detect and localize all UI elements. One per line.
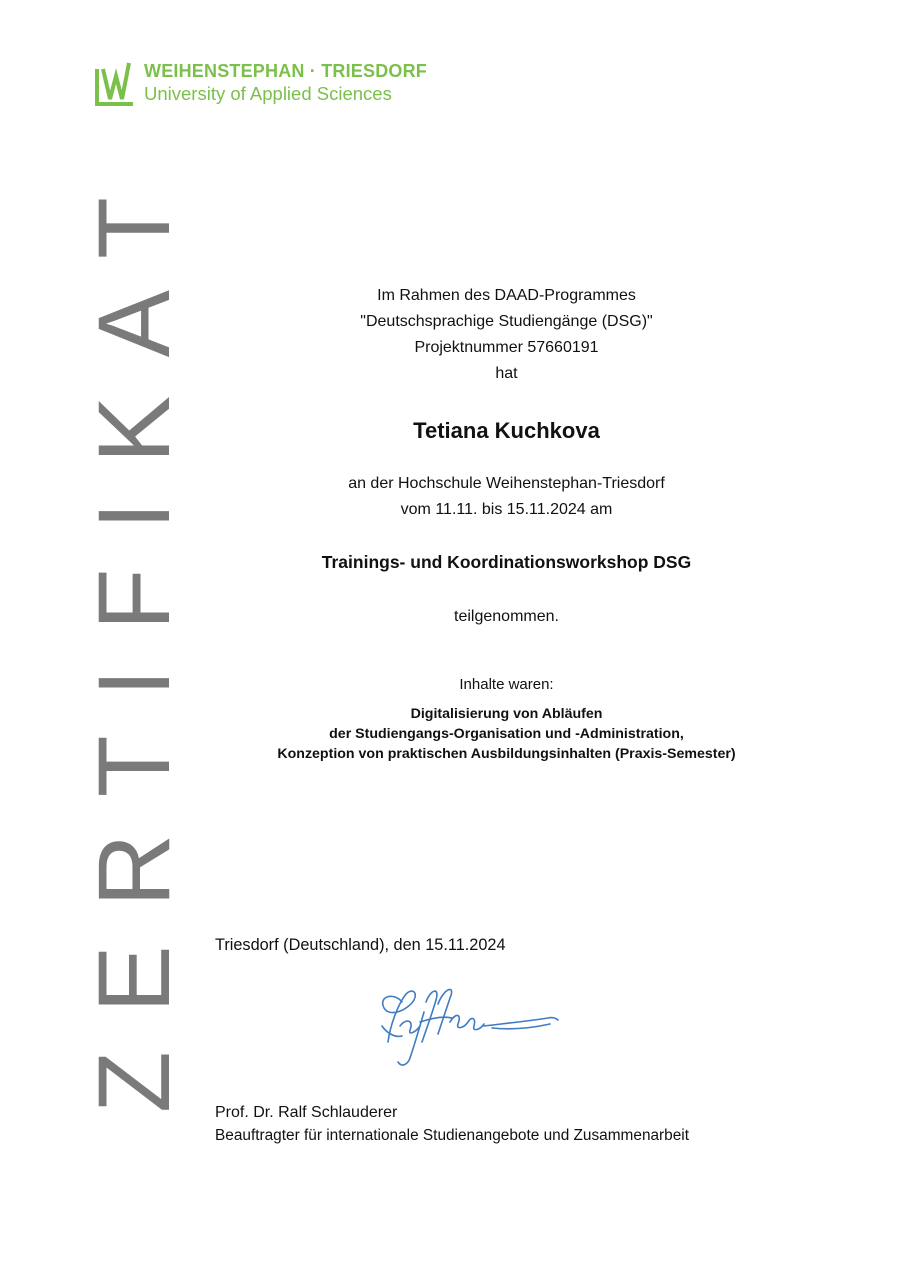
event-title: Trainings- und Koordinationsworkshop DSG bbox=[321, 552, 692, 572]
signer-name: Prof. Dr. Ralf Schlauderer bbox=[215, 1104, 398, 1121]
contents-line: der Studiengangs-Organisation und -Administration, bbox=[329, 726, 684, 742]
logo-name: WEIHENSTEPHAN · TRIESDORF bbox=[144, 61, 428, 82]
signer-block bbox=[215, 1101, 689, 1147]
location-line: vom 11.11. bis 15.11.2024 am bbox=[400, 501, 613, 518]
contents-heading: Inhalte waren: bbox=[459, 676, 554, 693]
signer-role: Beauftragter für internationale Studienangebote und Zusammenarbeit bbox=[215, 1127, 689, 1144]
location-line: an der Hochschule Weihenstephan-Triesdorf bbox=[348, 475, 665, 492]
intro-line: Projektnummer 57660191 bbox=[414, 339, 599, 356]
university-logo-mark-icon bbox=[94, 60, 136, 106]
logo-subtitle: University of Applied Sciences bbox=[144, 83, 392, 105]
contents-block bbox=[190, 704, 823, 764]
participation-text: teilgenommen. bbox=[454, 608, 559, 625]
participant-name: Tetiana Kuchkova bbox=[413, 418, 600, 443]
intro-block bbox=[190, 283, 823, 387]
signature-icon bbox=[372, 982, 564, 1070]
contents-line: Digitalisierung von Abläufen bbox=[410, 706, 603, 722]
university-logo bbox=[94, 60, 427, 106]
certificate-side-title bbox=[76, 158, 192, 1114]
intro-line: hat bbox=[495, 365, 518, 382]
certificate-side-title-text: ZERTIFIKAT bbox=[76, 158, 192, 1114]
location-block bbox=[190, 471, 823, 523]
intro-line: "Deutschsprachige Studiengänge (DSG)" bbox=[360, 313, 653, 330]
contents-line: Konzeption von praktischen Ausbildungsinhalten (Praxis-Semester) bbox=[277, 746, 736, 762]
intro-line: Im Rahmen des DAAD-Programmes bbox=[377, 287, 636, 304]
place-date: Triesdorf (Deutschland), den 15.11.2024 bbox=[215, 936, 506, 954]
